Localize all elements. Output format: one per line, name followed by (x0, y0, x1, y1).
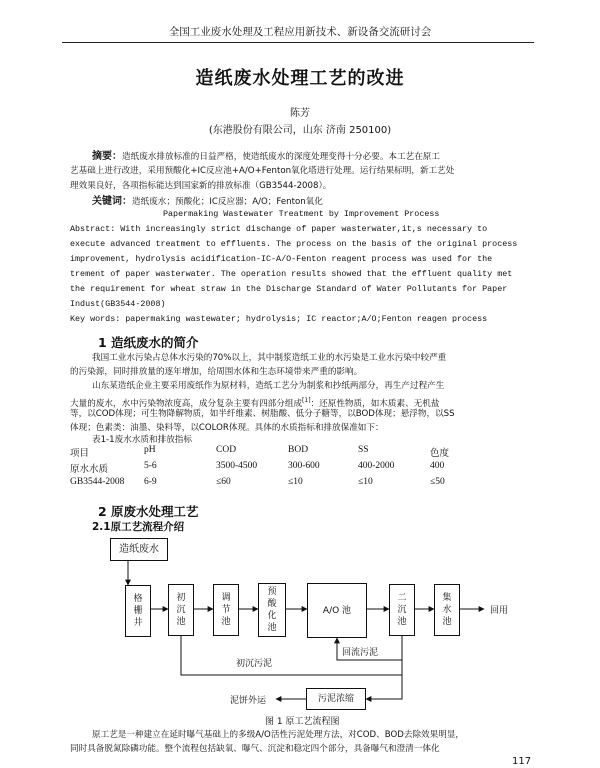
ao-tank-box: A/O 池 (307, 583, 367, 638)
return-sludge-label: 回流污泥 (342, 648, 379, 658)
abstract-en-line5: the requirement for wheat straw in the Discharge Standard of Water Pollutants for Paper (70, 284, 508, 294)
keywords-en: Key words: papermaking wastewater; hydrolysis; IC reactor;A/O;Fenton reagen process (70, 314, 488, 324)
conference-header: 全国工业废水处理及工程应用新技术、新设备交流研讨会 (168, 26, 432, 38)
influent-box: 造纸废水 (110, 538, 168, 561)
page-number: 117 (512, 756, 532, 767)
section1-para2-line3: 等，以COD体现；可生物降解物质，如半纤维素、树脂酸、低分子糖等，以BOD体现；悬浮物，以SS (70, 409, 455, 419)
abstract-en-line2: execute advanced treatment to effluents. The process on the basis of the original process (70, 239, 518, 249)
table-cell: 400-2000 (358, 461, 395, 471)
collection-tank-box: 集水池 (434, 584, 460, 636)
table-cell: 原水水质 (70, 465, 109, 475)
reuse-label: 回用 (490, 606, 509, 616)
pre-acidification-box: 预酸化池 (258, 583, 286, 637)
affiliation: (东港股份有限公司，山东 济南 250100) (208, 125, 392, 136)
citation-ref: [1] (302, 397, 311, 404)
abstract-en-line6: Indust(GB3544-2008) (70, 299, 166, 309)
section1-para2-line1: 山东某造纸企业主要采用废纸作为原材料，造纸工艺分为制浆和抄纸两部分，再生产过程产生 (92, 381, 445, 391)
equalization-tank-box: 调节池 (213, 584, 239, 636)
table-cell: 6-9 (144, 477, 157, 487)
table-cell: ≤10 (358, 477, 373, 487)
figure-caption: 图 1 原工艺流程图 (265, 717, 340, 727)
table-cell: 5-6 (144, 461, 157, 471)
table-cell: ≤50 (430, 477, 445, 487)
table-header-cell: pH (144, 445, 156, 455)
table-cell: 3500-4500 (216, 461, 258, 471)
abstract-en-line3: improvement, hydrolysis acidification-IC-A/O-Fenton reagent process was used for the (70, 254, 493, 264)
abstract-cn-line2: 艺基础上进行改进，采用预酸化+IC反应池+A/O+Fenton氧化塔进行处理。运行结果标明，新工艺处 (70, 166, 455, 176)
section1-para1-line2: 的污染源，同时排放量的逐年增加，给周围水体和生态环境带来严重的影响。 (70, 367, 363, 377)
section1-para2-line4: 体现；色素类：油墨、染料等，以COLOR体现。具体的水质指标和排放保准如下： (70, 423, 384, 433)
cake-out-label: 泥饼外运 (230, 696, 267, 706)
paper-title: 造纸废水处理工艺的改进 (195, 68, 405, 89)
section2-subheading: 2.1原工艺流程介绍 (92, 521, 185, 533)
abstract-cn-label: 摘要： (92, 151, 122, 162)
secondary-settler-box: 二沉池 (389, 584, 415, 636)
table-header-cell: COD (216, 445, 237, 455)
table-header-cell: 色度 (430, 449, 450, 459)
keywords-cn-label: 关键词： (92, 196, 132, 207)
section2-heading: 2 原废水处理工艺 (98, 504, 199, 519)
section1-para2-line2: 大量的废水，水中污染物浓度高，成分复杂主要有四部分组成[1]：还原性物质，如木质素、无机盐 (70, 397, 440, 409)
section1-para1-line1: 我国工业水污染占总体水污染的70%以上，其中制浆造纸工业的水污染是工业水污染中较严重 (92, 353, 447, 363)
table-header-cell: SS (358, 445, 369, 455)
table-cell: GB3544-2008 (70, 477, 125, 487)
abstract-en-line1: Abstract: With increasingly strict dischange of paper wasterwater,it,s necessary to (70, 224, 488, 234)
abstract-en-line4: trement of paper wasterwater. The operation results showed that the effluent quality met (70, 269, 513, 279)
table-cell: 400 (430, 461, 445, 471)
keywords-cn: 关键词：造纸废水；预酸化；IC反应器；A/O；Fenton氧化 (92, 196, 323, 207)
table-cell: ≤10 (288, 477, 303, 487)
author: 陈芳 (290, 108, 310, 119)
table-header-cell: BOD (288, 445, 309, 455)
primary-sludge-label: 初沉污泥 (236, 659, 273, 669)
section2-para-line2: 同时具备脱氮除磷功能。整个流程包括缺氧、曝气、沉淀和稳定四个部分，具备曝气和澄清一体化 (70, 744, 440, 754)
sludge-thickener-box: 污泥浓缩 (306, 688, 366, 710)
grid-well-box: 格栅井 (125, 585, 151, 637)
table-header-cell: 项目 (70, 449, 90, 459)
abstract-cn-line1: 摘要：造纸废水排放标准的日益严格，使造纸废水的深度处理变得十分必要。本工艺在原工 (92, 151, 440, 162)
table-caption: 表1-1废水水质和排放指标 (92, 435, 192, 445)
primary-settler-box: 初沉池 (168, 584, 194, 636)
abstract-cn-line3: 理效果良好，各项指标能达到国家新的排放标准（GB3544-2008）。 (70, 181, 332, 191)
table-cell: ≤60 (216, 477, 231, 487)
arrow-to-thickener (366, 675, 402, 699)
table-cell: 300-600 (288, 461, 320, 471)
section1-heading: 1 造纸废水的简介 (98, 335, 199, 350)
section2-para-line1: 原工艺是一种建立在延时曝气基础上的多级A/O活性污泥处理方法，对COD、BOD去除效果明显， (92, 730, 465, 740)
title-en: Papermaking Wastewater Treatment by Improvement Process (163, 209, 440, 219)
